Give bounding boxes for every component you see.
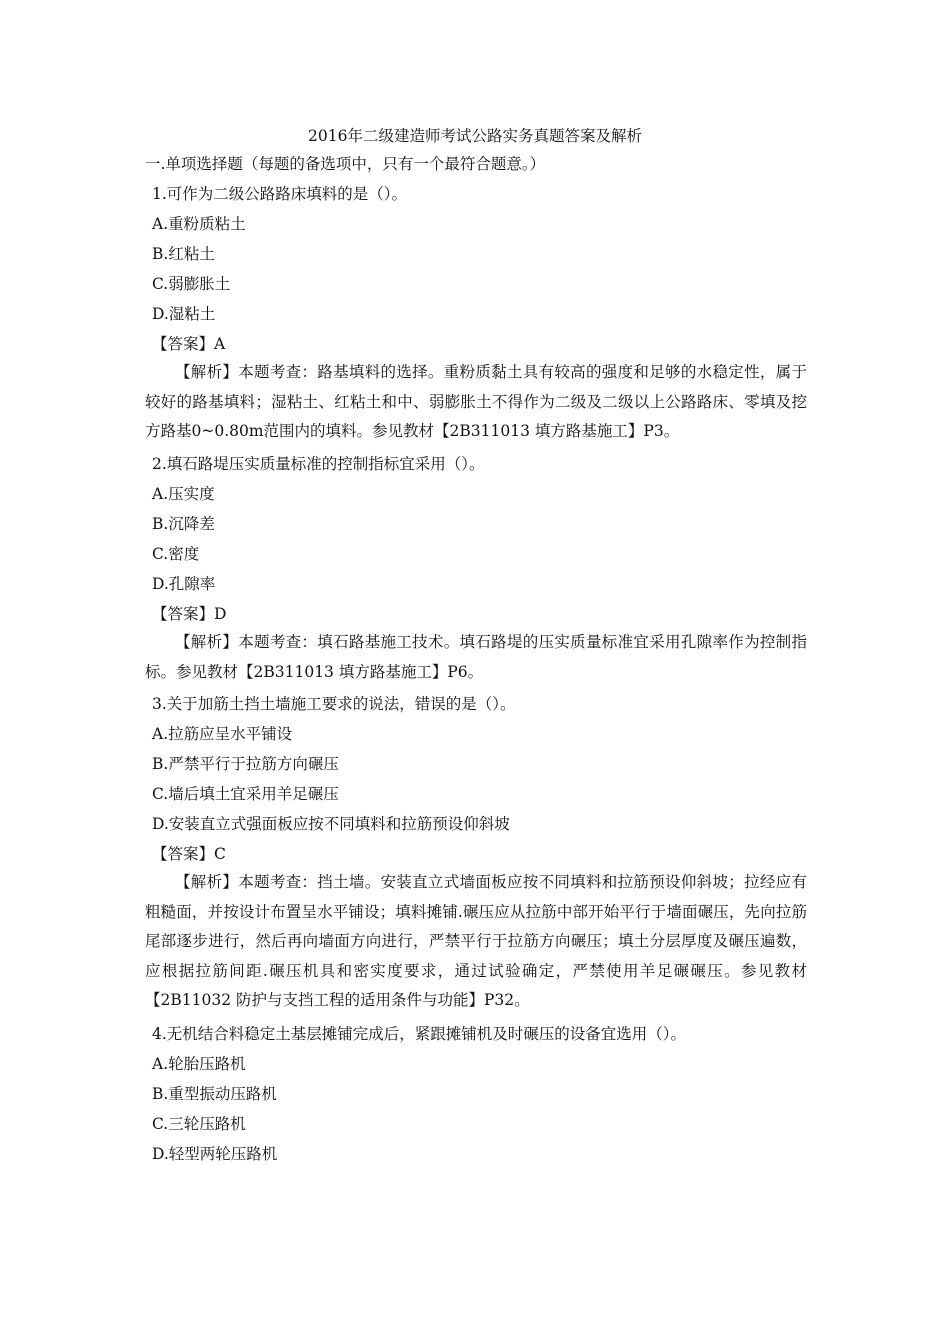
question-2-answer: 【答案】D xyxy=(152,605,227,623)
question-4-option-a: A.轮胎压路机 xyxy=(152,1055,246,1073)
question-3-option-b: B.严禁平行于拉筋方向碾压 xyxy=(152,755,339,773)
question-1-option-a: A.重粉质粘土 xyxy=(152,215,246,233)
question-2-option-c: C.密度 xyxy=(152,545,200,563)
question-2-option-a: A.压实度 xyxy=(152,485,215,503)
question-3-option-a: A.拉筋应呈水平铺设 xyxy=(152,725,293,743)
section-heading: 一.单项选择题（每题的备选项中，只有一个最符合题意。） xyxy=(145,155,546,173)
question-1-stem: 1.可作为二级公路路床填料的是（）。 xyxy=(152,185,408,203)
question-4-option-c: C.三轮压路机 xyxy=(152,1115,246,1133)
question-1-option-d: D.湿粘土 xyxy=(152,305,216,323)
question-3-answer: 【答案】C xyxy=(152,845,226,863)
question-4-stem: 4.无机结合料稳定土基层摊铺完成后，紧跟摊铺机及时碾压的设备宜选用（）。 xyxy=(152,1025,687,1043)
question-1-option-b: B.红粘土 xyxy=(152,245,215,263)
question-2-option-d: D.孔隙率 xyxy=(152,575,216,593)
question-2-analysis: 【解析】本题考查：填石路基施工技术。填石路堤的压实质量标准宜采用孔隙率作为控制指标。参见教材【2B311013 填方路基施工】P6。 xyxy=(145,633,807,681)
question-3-analysis: 【解析】本题考查：挡土墙。安装直立式墙面板应按不同填料和拉筋预设仰斜坡；拉经应有粗糙面，并按设计布置呈水平铺设；填料摊铺.碾压应从拉筋中部开始平行于墙面碾压，先向拉筋尾部逐步进行，然后再向墙面方向进行，严禁平行于拉筋方向碾压；填土分层厚度及碾压遍数，应根据拉筋间距.碾压机具和密实度要求，通过试验确定，严禁使用羊足碾碾压。参见教材【2B11032 防护与支挡工程的适用条件与功能】P32。 xyxy=(145,873,807,1009)
question-4-option-d: D.轻型两轮压路机 xyxy=(152,1145,278,1163)
question-2-option-b: B.沉降差 xyxy=(152,515,215,533)
question-1-analysis: 【解析】本题考查：路基填料的选择。重粉质黏土具有较高的强度和足够的水稳定性，属于较好的路基填料；湿粘土、红粘土和中、弱膨胀土不得作为二级及二级以上公路路床、零填及挖方路基0~0.80m范围内的填料。参见教材【2B311013 填方路基施工】P3。 xyxy=(145,363,807,440)
document-title: 2016年二级建造师考试公路实务真题答案及解析 xyxy=(308,127,642,145)
question-3-option-d: D.安装直立式强面板应按不同填料和拉筋预设仰斜坡 xyxy=(152,815,510,833)
question-4-option-b: B.重型振动压路机 xyxy=(152,1085,277,1103)
question-3-stem: 3.关于加筋土挡土墙施工要求的说法，错误的是（）。 xyxy=(152,695,516,713)
question-1-answer: 【答案】A xyxy=(152,335,226,353)
question-3-option-c: C.墙后填土宜采用羊足碾压 xyxy=(152,785,339,803)
question-2-stem: 2.填石路堤压实质量标准的控制指标宜采用（）。 xyxy=(152,455,485,473)
question-1-option-c: C.弱膨胀土 xyxy=(152,275,231,293)
